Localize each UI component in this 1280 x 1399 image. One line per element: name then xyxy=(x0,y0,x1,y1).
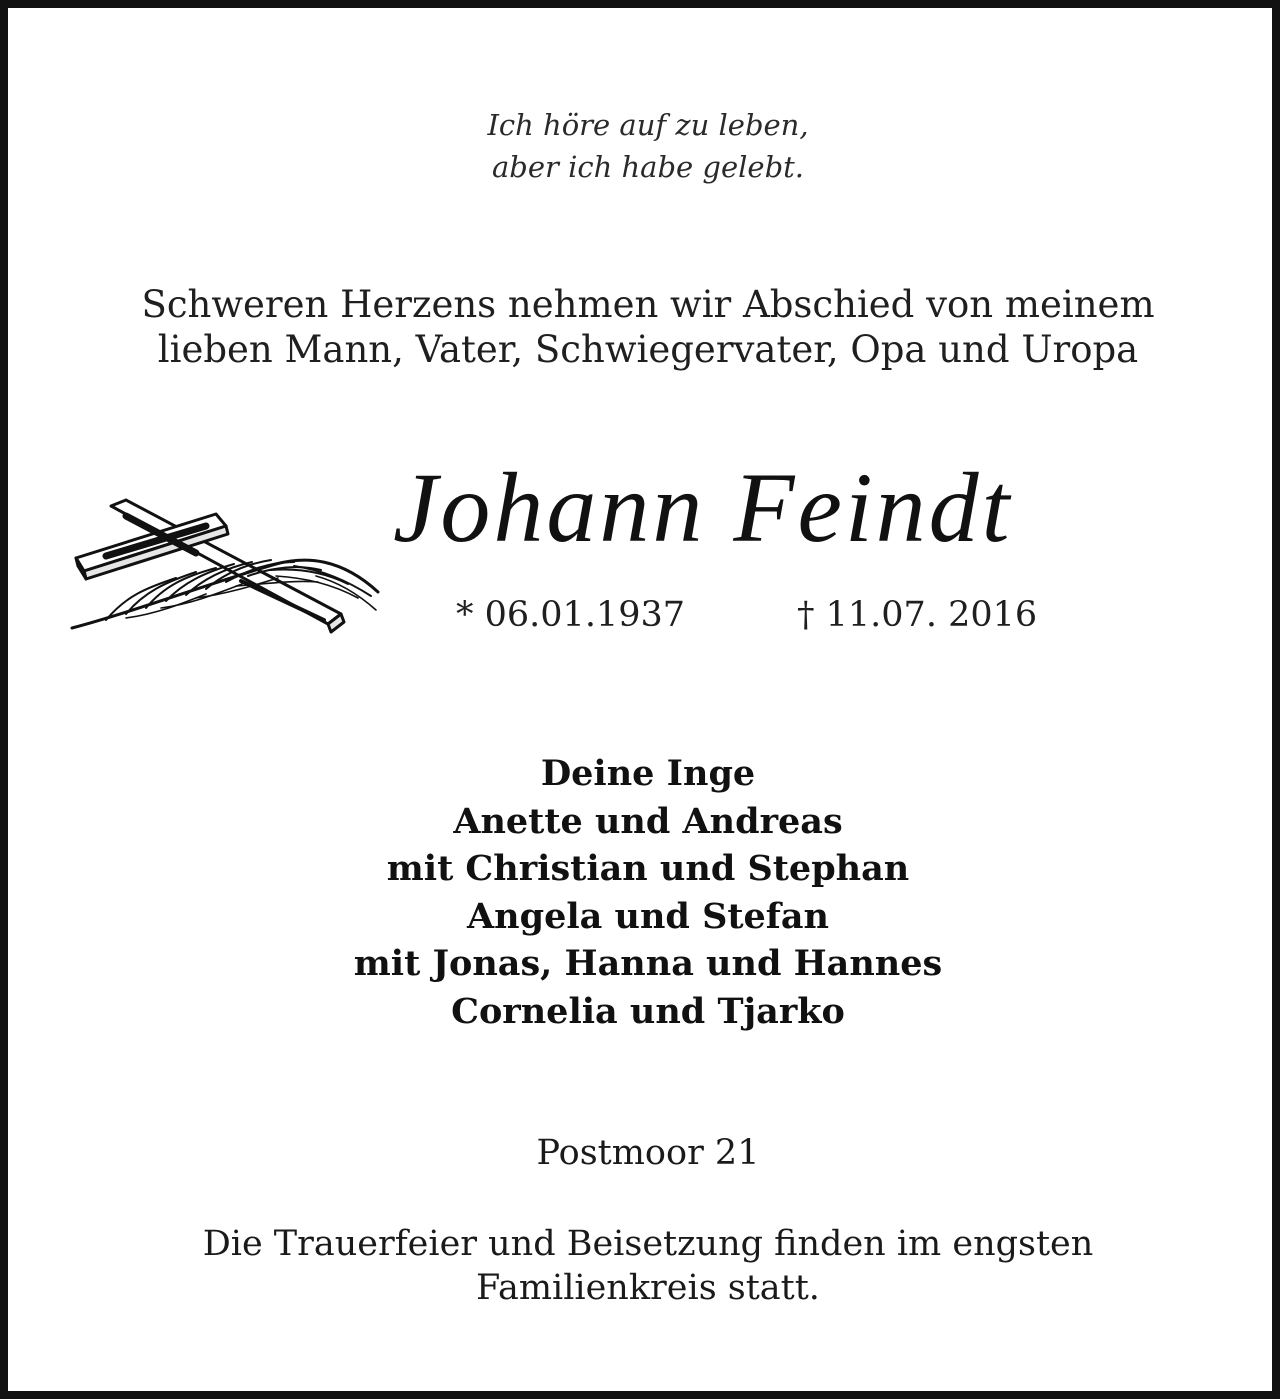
address: Postmoor 21 xyxy=(536,1133,760,1173)
intro-text xyxy=(8,282,1280,372)
motto xyxy=(8,104,1280,188)
mourner-line: Angela und Stefan xyxy=(467,895,829,937)
intro-line-1: Schweren Herzens nehmen wir Abschied von meinem xyxy=(141,283,1155,326)
mourner-line: mit Jonas, Hanna und Hannes xyxy=(353,943,943,984)
mourner-line: Deine Inge xyxy=(540,753,756,794)
cross-with-palm-frond-icon xyxy=(66,496,381,641)
mourners-list xyxy=(8,750,1280,1035)
mourner-line: Cornelia und Tjarko xyxy=(451,990,845,1032)
motto-line-2: aber ich habe gelebt. xyxy=(491,150,805,184)
funeral-notice xyxy=(8,1222,1280,1310)
notice-line-1: Die Trauerfeier und Beisetzung finden im engsten xyxy=(202,1224,1094,1264)
deceased-name: Johann Feindt xyxy=(393,452,1013,563)
motto-line-1: Ich höre auf zu leben, xyxy=(487,108,809,142)
notice-line-2: Familienkreis statt. xyxy=(476,1268,820,1308)
birth-date: * 06.01.1937 xyxy=(456,595,686,635)
death-date: † 11.07. 2016 xyxy=(797,595,1038,635)
mourner-line: Anette und Andreas xyxy=(453,800,843,842)
intro-line-2: lieben Mann, Vater, Schwiegervater, Opa und Uropa xyxy=(157,328,1139,371)
mourner-line: mit Christian und Stephan xyxy=(386,848,910,889)
